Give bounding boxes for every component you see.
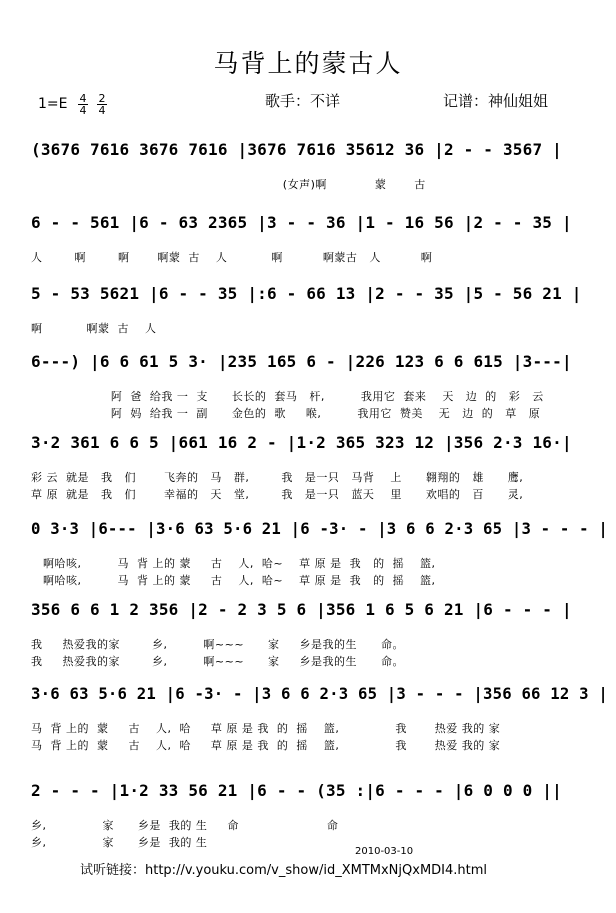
score-line-lyrics: 草 原 就是 我 们 幸福的 天 堂, 我 是一只 蓝天 里 欢唱的 百 灵, — [31, 488, 524, 501]
singer-credit: 歌手：不详 — [265, 92, 341, 110]
score-line-lyrics: 马 背 上的 蒙 古 人, 哈 草 原 是 我 的 摇 篮, 我 热爱 我的 家 — [31, 739, 501, 752]
date-stamp: 2010-03-10 — [355, 846, 414, 857]
score-line-notes: 2 - - - |1·2 33 56 21 |6 - - (35 :|6 - - - |6 0 0 0 || — [31, 781, 562, 800]
score-line-lyrics: 乡, 家 乡是 我的 生 命 命 — [31, 819, 339, 832]
score-line-notes: 3·2 361 6 6 5 |661 16 2 - |1·2 365 323 12 |356 2·3 16·| — [31, 433, 572, 452]
score-line-lyrics: 啊哈咳, 马 背 上的 蒙 古 人, 哈~ 草 原 是 我 的 摇 篮, — [31, 557, 436, 570]
score-line-lyrics: 马 背 上的 蒙 古 人, 哈 草 原 是 我 的 摇 篮, 我 热爱 我的 家 — [31, 722, 501, 735]
score-line-notes: 6---) |6 6 61 5 3· |235 165 6 - |226 123 6 6 615 |3---| — [31, 352, 572, 371]
time-signature-4-4: $\frac{4}{4}$ — [79, 92, 87, 117]
score-line-lyrics: (女声)啊 蒙 古 — [31, 178, 426, 191]
score-line-lyrics: 彩 云 就是 我 们 飞奔的 马 群, 我 是一只 马背 上 翱翔的 雄 鹰, — [31, 471, 524, 484]
score-line-notes: 6 - - 561 |6 - 63 2365 |3 - - 36 |1 - 16 56 |2 - - 35 | — [31, 213, 572, 232]
score-line-notes: 3·6 63 5·6 21 |6 -3· - |3 6 6 2·3 65 |3 - - - |356 66 12 3 | — [31, 684, 608, 703]
score-line-lyrics: 啊 啊蒙 古 人 — [31, 322, 157, 335]
listen-link[interactable]: 试听链接：http://v.youku.com/v_show/id_XMTMxNjQxMDI4.html — [80, 863, 488, 878]
score-line-lyrics: 人 啊 啊 啊蒙 古 人 啊 啊蒙古 人 啊 — [31, 251, 433, 264]
score-line-lyrics: 阿 爸 给我 一 支 长长的 套马 杆, 我用它 套来 天 边 的 彩 云 — [31, 390, 544, 403]
score-line-notes: 0 3·3 |6--- |3·6 63 5·6 21 |6 -3· - |3 6 6 2·3 65 |3 - - - | — [31, 519, 608, 538]
song-title: 马背上的蒙古人 — [213, 49, 403, 78]
score-line-lyrics: 阿 妈 给我 一 副 金色的 歌 喉, 我用它 赞美 无 边 的 草 原 — [31, 407, 541, 420]
score-line-lyrics: 我 热爱我的家 乡, 啊~~~ 家 乡是我的生 命。 — [31, 655, 405, 668]
score-line-lyrics: 我 热爱我的家 乡, 啊~~~ 家 乡是我的生 命。 — [31, 638, 405, 651]
score-line-notes: 5 - 53 5621 |6 - - 35 |:6 - 66 13 |2 - - 35 |5 - 56 21 | — [31, 284, 582, 303]
time-signature-2-4: $\frac{2}{4}$ — [98, 92, 106, 117]
score-line-notes: (3676 7616 3676 7616 |3676 7616 35612 36 |2 - - 3567 | — [31, 140, 562, 159]
score-line-lyrics: 乡, 家 乡是 我的 生 — [31, 836, 208, 849]
score-line-notes: 356 6 6 1 2 356 |2 - 2 3 5 6 |356 1 6 5 6 21 |6 - - - | — [31, 600, 572, 619]
key-signature: 1=E — [38, 96, 68, 112]
score-line-lyrics: 啊哈咳, 马 背 上的 蒙 古 人, 哈~ 草 原 是 我 的 摇 篮, — [31, 574, 436, 587]
transcriber-credit: 记谱：神仙姐姐 — [443, 92, 549, 110]
